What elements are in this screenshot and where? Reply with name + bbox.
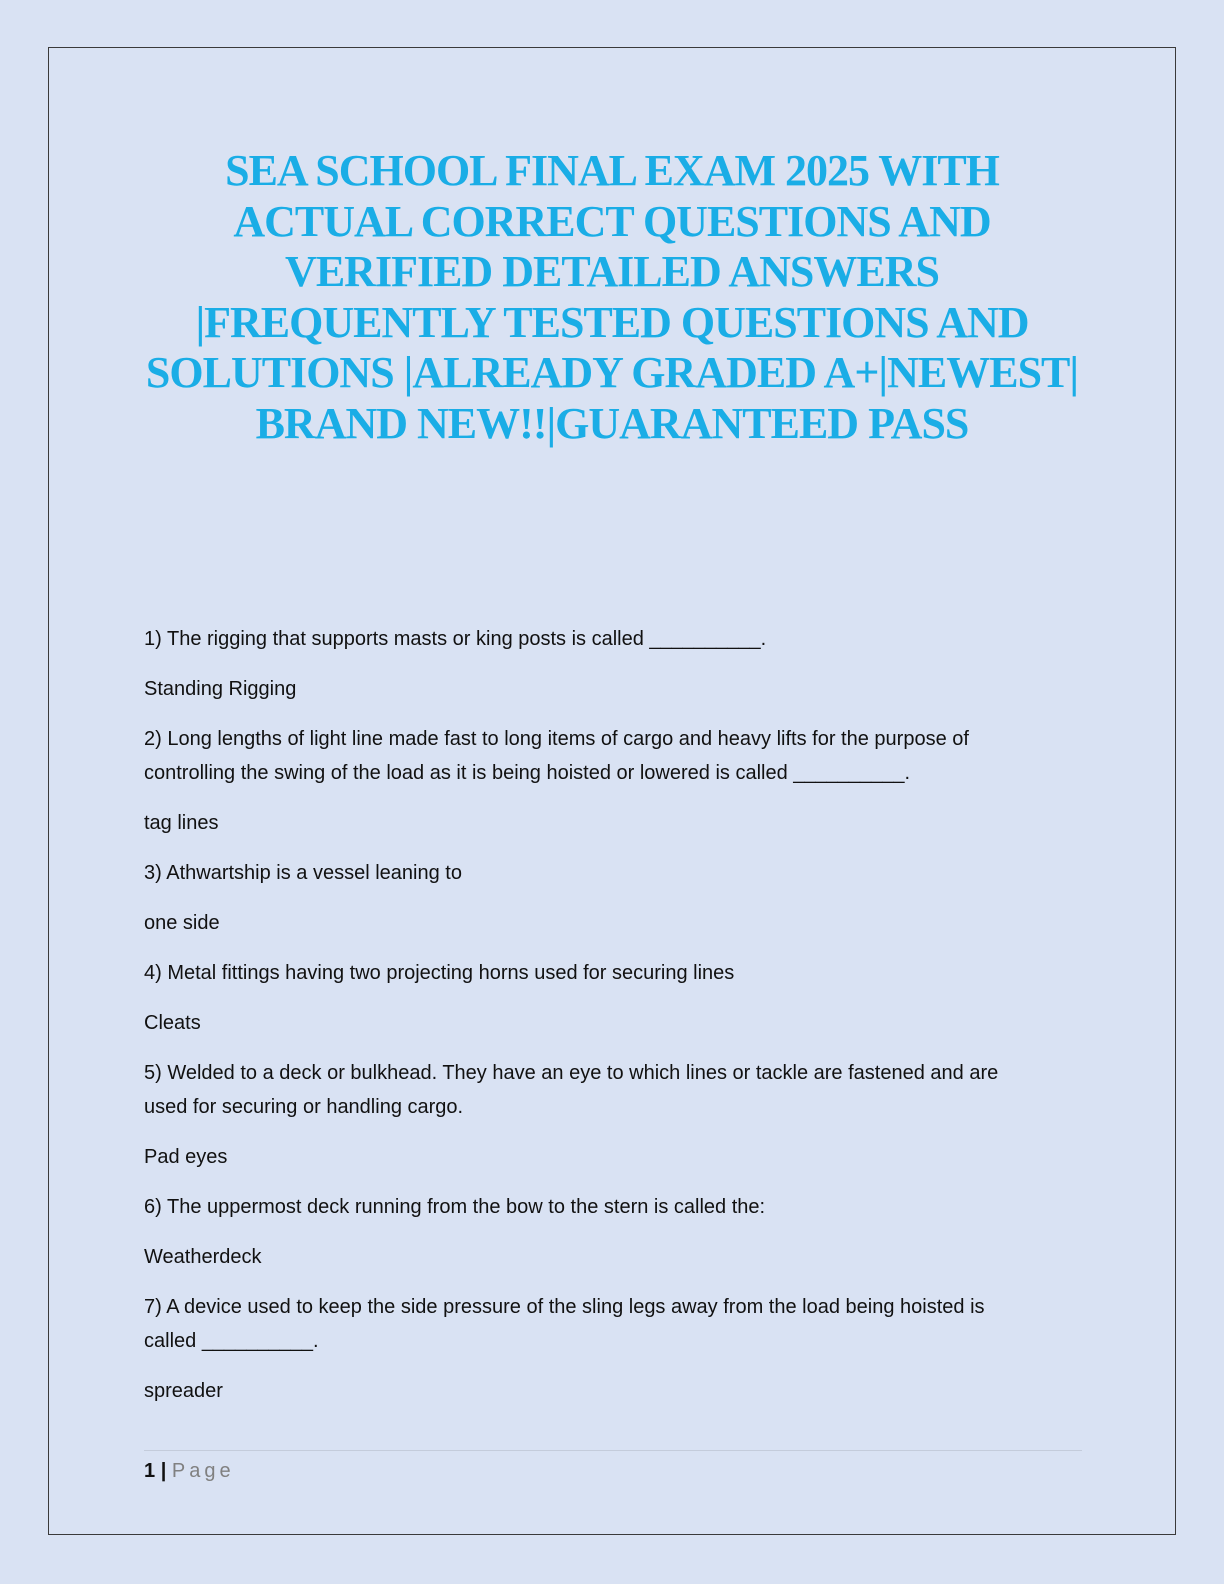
footer-separator: | — [160, 1460, 167, 1482]
title-line: VERIFIED DETAILED ANSWERS — [285, 247, 939, 296]
question-3: 3) Athwartship is a vessel leaning to — [144, 862, 462, 884]
title-line: BRAND NEW!!|GUARANTEED PASS — [255, 398, 969, 448]
question-7: 7) A device used to keep the side pressure of the sling legs away from the load being hoisted is called __________. — [144, 1296, 985, 1352]
page-footer — [144, 1450, 1082, 1485]
answer-3: one side — [144, 912, 220, 934]
title-line: SOLUTIONS |ALREADY GRADED A+|NEWEST| — [145, 348, 1079, 397]
answer-7: spreader — [144, 1380, 223, 1402]
document-title — [130, 146, 1094, 449]
title-line: SEA SCHOOL FINAL EXAM 2025 WITH — [225, 146, 999, 195]
page-number: 1 — [144, 1460, 156, 1482]
title-line: |FREQUENTLY TESTED QUESTIONS AND — [195, 297, 1029, 347]
question-6: 6) The uppermost deck running from the bow to the stern is called the: — [144, 1196, 766, 1218]
answer-6: Weatherdeck — [144, 1246, 262, 1268]
question-1: 1) The rigging that supports masts or king posts is called __________. — [144, 628, 767, 650]
page-label: Page — [171, 1460, 235, 1482]
question-answer-list — [144, 622, 1084, 1424]
answer-2: tag lines — [144, 812, 219, 834]
answer-5: Pad eyes — [144, 1146, 228, 1168]
question-2: 2) Long lengths of light line made fast to long items of cargo and heavy lifts for the purpose of controlling the swing of the load as it is being hoisted or lowered is called __________. — [144, 728, 969, 784]
question-5: 5) Welded to a deck or bulkhead. They have an eye to which lines or tackle are fastened and are used for securing or handling cargo. — [144, 1062, 999, 1118]
answer-1: Standing Rigging — [144, 678, 297, 700]
title-line: ACTUAL CORRECT QUESTIONS AND — [233, 196, 991, 246]
answer-4: Cleats — [144, 1012, 201, 1034]
question-4: 4) Metal fittings having two projecting horns used for securing lines — [144, 962, 735, 984]
